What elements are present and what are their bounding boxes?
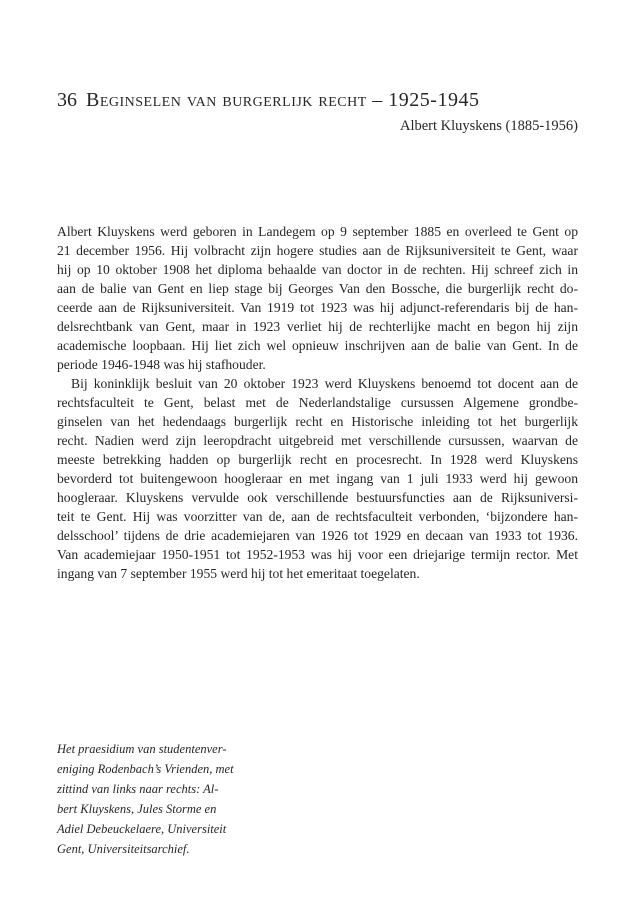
text-line: ceerde aan de Rijksuniversiteit. Van 1919 tot 1923 was hij adjunct-referendaris bij de han-: [57, 300, 578, 315]
text-line: delsrechtbank van Gent, maar in 1923 verliet hij de rechterlijke macht en begon hij zijn: [57, 319, 578, 334]
byline: Albert Kluyskens (1885-1956): [399, 118, 578, 134]
text-line: meeste betrekking hadden op burgerlijk recht en procesrecht. In 1928 werd Kluyskens: [57, 452, 578, 467]
text-line: bevorderd tot buitengewoon hoogleraar en met ingang van 1 juli 1933 werd hij gewoon: [57, 471, 578, 486]
text-line: 21 december 1956. Hij volbracht zijn hogere studies aan de Rijksuniversiteit te Gent, waar: [57, 243, 578, 258]
text-line: delsschool’ tijdens de drie academiejaren van 1926 tot 1929 en decaan van 1933 tot 1936.: [57, 528, 578, 543]
text-line: Van academiejaar 1950-1951 tot 1952-1953 was hij voor een driejarige termijn rector. Met: [57, 547, 578, 562]
text-line: Adiel Debeuckelaere, Universiteit: [57, 822, 227, 836]
text-line: zittind van links naar rechts: Al-: [57, 782, 219, 796]
chapter-heading: [57, 88, 578, 112]
paragraph-1: [57, 222, 578, 374]
chapter-title: Beginselen van burgerlijk recht – 1925-1945: [86, 89, 480, 111]
text-line: bert Kluyskens, Jules Storme en: [57, 802, 217, 816]
text-line: Albert Kluyskens werd geboren in Landegem op 9 september 1885 en overleed te Gent op: [57, 224, 578, 239]
photo-caption: [57, 739, 287, 859]
text-line: teit te Gent. Hij was voorzitter van de, aan de rechtsfaculteit verbonden, ‘bijzondere han-: [57, 509, 578, 524]
text-line: eniging Rodenbach’s Vrienden, met: [57, 762, 234, 776]
text-line: hij op 10 oktober 1908 het diploma behaalde van doctor in de rechten. Hij schreef zich in: [57, 262, 578, 277]
text-line: academische loopbaan. Hij liet zich wel opnieuw inschrijven aan de balie van Gent. In de: [57, 338, 578, 353]
text-line: rechtsfaculteit te Gent, belast met de Nederlandstalige cursussen Algemene grondbe-: [57, 395, 578, 410]
text-line: periode 1946-1948 was hij stafhouder.: [57, 357, 266, 372]
body-text: [57, 222, 578, 583]
text-line: ingang van 7 september 1955 werd hij tot het emeritaat toegelaten.: [57, 566, 420, 581]
text-line: Bij koninklijk besluit van 20 oktober 1923 werd Kluyskens benoemd tot docent aan de: [71, 376, 578, 391]
chapter-number: 36: [57, 89, 77, 111]
text-line: ginselen van het hedendaags burgerlijk recht en Historische inleiding tot het burgerlijk: [57, 414, 578, 429]
text-line: recht. Nadien werd zijn leeropdracht uitgebreid met verschillende cursussen, waarvan de: [57, 433, 578, 448]
paragraph-2: [57, 374, 578, 583]
text-line: hoogleraar. Kluyskens vervulde ook verschillende bestuursfuncties aan de Rijksuniversi-: [57, 490, 578, 505]
text-line: Het praesidium van studentenver-: [57, 742, 227, 756]
text-line: aan de balie van Gent en liep stage bij Georges Van den Bossche, die burgerlijk recht do-: [57, 281, 578, 296]
text-line: Gent, Universiteitsarchief.: [57, 842, 190, 856]
